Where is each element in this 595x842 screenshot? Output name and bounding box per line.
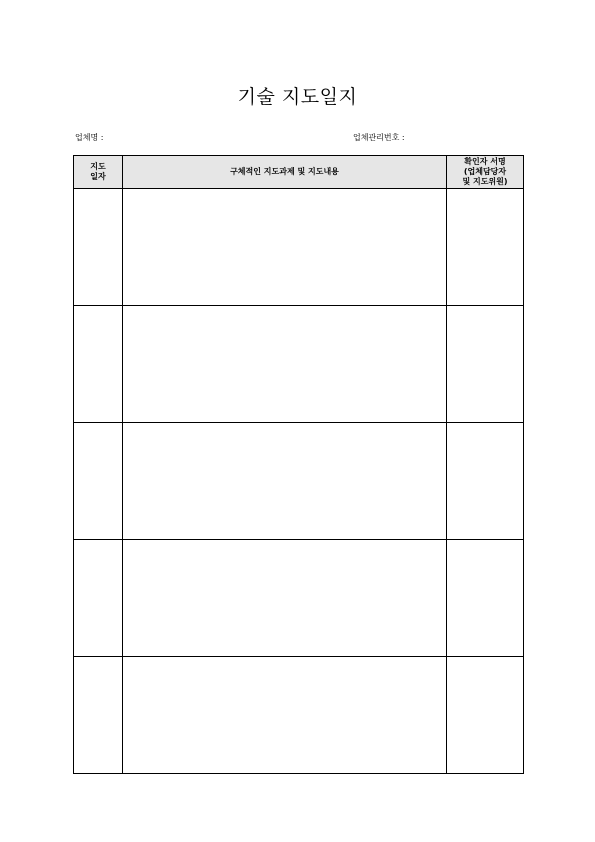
date-cell[interactable] [74,657,123,774]
table-row [74,423,524,540]
table-row [74,540,524,657]
table-row [74,189,524,306]
signature-cell[interactable] [447,540,524,657]
table-row [74,657,524,774]
header-guidance-content: 구체적인 지도과제 및 지도내용 [123,156,447,189]
header-date-line2: 일자 [90,172,106,181]
guidance-log-table [73,155,524,774]
header-signature [447,156,524,189]
signature-cell[interactable] [447,423,524,540]
content-cell[interactable] [123,540,447,657]
signature-cell[interactable] [447,306,524,423]
header-date-line1: 지도 [90,162,106,171]
date-cell[interactable] [74,189,123,306]
header-sign-line3: 및 지도위원) [462,177,508,186]
content-cell[interactable] [123,657,447,774]
content-cell[interactable] [123,306,447,423]
company-name-label: 업체명 : [75,133,104,142]
date-cell[interactable] [74,306,123,423]
document-title: 기술 지도일지 [237,86,358,108]
signature-cell[interactable] [447,189,524,306]
header-guidance-date [74,156,123,189]
date-cell[interactable] [74,540,123,657]
content-cell[interactable] [123,423,447,540]
header-sign-line2: (업체담당자 [463,167,507,176]
header-sign-line1: 확인자 서명 [464,157,506,166]
table-header-row [74,156,524,189]
signature-cell[interactable] [447,657,524,774]
content-cell[interactable] [123,189,447,306]
date-cell[interactable] [74,423,123,540]
table-row [74,306,524,423]
company-id-label: 업체관리번호 : [353,133,405,142]
